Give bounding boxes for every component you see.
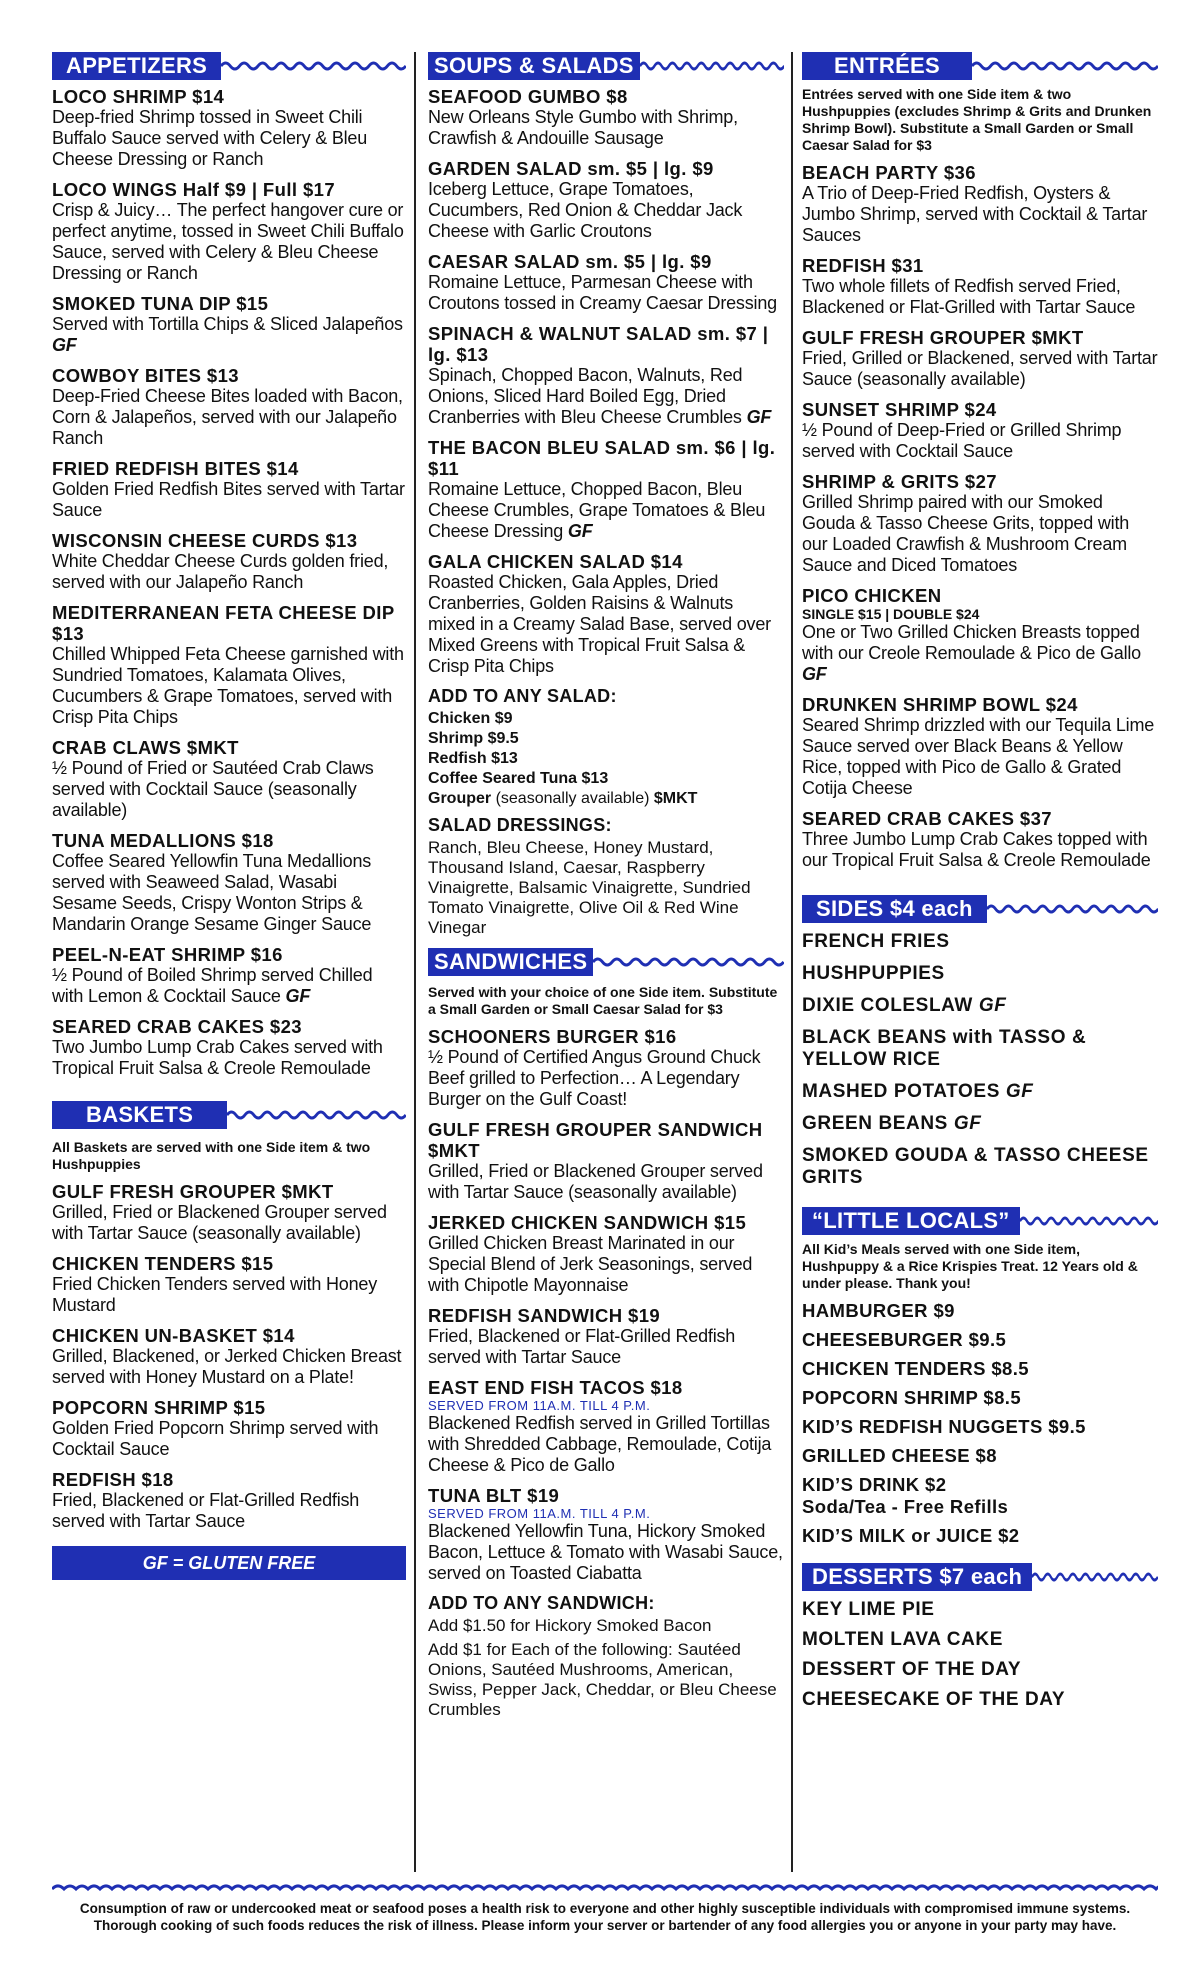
- entrees-note: Entrées served with one Side item & two Hushpuppies (excludes Shrimp & Grits and Drunken Shrimp Bowl). Substitute a Small Garden or Small Caesar Salad for $3: [802, 86, 1152, 153]
- item-description: [52, 965, 406, 1007]
- gluten-free-tag: GF: [52, 335, 77, 355]
- basket-item: [52, 1325, 406, 1388]
- item-description-text: Grilled, Fried or Blackened Grouper served with Tartar Sauce (seasonally available): [52, 1202, 387, 1243]
- item-name: COWBOY BITES $13: [52, 365, 239, 386]
- wave-decoration: [1020, 1207, 1158, 1235]
- kids-item: [802, 1358, 1158, 1380]
- item-description: [428, 1161, 784, 1203]
- item-description: [52, 386, 406, 449]
- item-description: [52, 644, 406, 728]
- entree-item: [802, 694, 1158, 799]
- side-name: GREEN BEANS: [802, 1113, 948, 1134]
- entree-item: [802, 162, 1158, 246]
- item-description-text: ½ Pound of Boiled Shrimp served Chilled with Lemon & Cocktail Sauce: [52, 965, 373, 1006]
- appetizer-item: [52, 86, 406, 170]
- kids-item-name: KID’S DRINK $2: [802, 1474, 947, 1495]
- item-description: [428, 479, 784, 542]
- appetizers-header: [52, 52, 406, 80]
- appetizer-item: [52, 365, 406, 449]
- item-description: [428, 272, 784, 314]
- item-name: CAESAR SALAD sm. $5 | lg. $9: [428, 251, 712, 272]
- sandwiches-title: SANDWICHES: [428, 948, 593, 976]
- footer-wave-decoration: [52, 1882, 1158, 1896]
- baskets-title: BASKETS: [52, 1101, 227, 1129]
- item-description-text: Seared Shrimp drizzled with our Tequila Lime Sauce served over Black Beans & Yellow Rice, topped with Pico de Gallo & Grated Cotija Cheese: [802, 715, 1155, 798]
- add-toppings-line: Add $1 for Each of the following: Sautéed Onions, Sautéed Mushrooms, American, Swiss, Pepper Jack, Cheddar, or Bleu Cheese Crumbles: [428, 1640, 777, 1719]
- addon-label: Chicken $9: [428, 710, 513, 727]
- dessert-item: KEY LIME PIE: [802, 1599, 935, 1620]
- item-description: [52, 1037, 406, 1079]
- item-name: LOCO SHRIMP $14: [52, 86, 225, 107]
- item-name: SUNSET SHRIMP $24: [802, 399, 997, 420]
- wave-decoration: [640, 52, 784, 80]
- item-description: [428, 365, 784, 428]
- basket-item: [52, 1397, 406, 1460]
- item-hours: SERVED FROM 11A.M. TILL 4 P.M.: [428, 1506, 651, 1521]
- gluten-free-tag: GF: [1005, 1081, 1034, 1102]
- kids-item-name: CHICKEN TENDERS $8.5: [802, 1358, 1029, 1379]
- item-name: EAST END FISH TACOS $18: [428, 1377, 683, 1398]
- item-description: [428, 1233, 784, 1296]
- salad-item: [428, 323, 784, 428]
- salad-dressings-title: SALAD DRESSINGS:: [428, 815, 612, 835]
- gluten-free-tag: GF: [802, 664, 827, 684]
- item-description: [52, 314, 406, 356]
- kids-item: [802, 1525, 1158, 1547]
- item-name: LOCO WINGS Half $9 | Full $17: [52, 179, 336, 200]
- gluten-free-tag: GF: [746, 407, 772, 427]
- sandwich-item: [428, 1026, 784, 1110]
- column-middle: [428, 52, 784, 1720]
- kids-item-name: CHEESEBURGER $9.5: [802, 1329, 1007, 1350]
- kids-item: [802, 1387, 1158, 1409]
- item-description: [52, 200, 406, 284]
- appetizer-item: [52, 1016, 406, 1079]
- item-description-text: Two Jumbo Lump Crab Cakes served with Tropical Fruit Salsa & Creole Remoulade: [52, 1037, 383, 1078]
- wave-decoration: [593, 948, 784, 976]
- salad-item: [428, 437, 784, 542]
- salad-item: [428, 251, 784, 314]
- item-description: [52, 1202, 406, 1244]
- add-to-salad-title: ADD TO ANY SALAD:: [428, 686, 617, 706]
- item-description-text: Romaine Lettuce, Parmesan Cheese with Croutons tossed in Creamy Caesar Dressing: [428, 272, 777, 313]
- entrees-list: [802, 162, 1158, 871]
- column-left: [52, 52, 406, 1580]
- entree-item: [802, 255, 1158, 318]
- item-name: SMOKED TUNA DIP $15: [52, 293, 269, 314]
- item-description-text: One or Two Grilled Chicken Breasts topped with our Creole Remoulade & Pico de Gallo: [802, 622, 1141, 663]
- kids-header: [802, 1207, 1158, 1235]
- item-description-text: Grilled, Fried or Blackened Grouper served with Tartar Sauce (seasonally available): [428, 1161, 763, 1202]
- gluten-free-tag: GF: [567, 521, 593, 541]
- side-item: [802, 1081, 1158, 1103]
- sandwiches-header: [428, 948, 784, 976]
- item-description: [428, 572, 784, 677]
- dessert-item: MOLTEN LAVA CAKE: [802, 1629, 1003, 1650]
- baskets-list: [52, 1181, 406, 1532]
- item-name: SEARED CRAB CAKES $23: [52, 1016, 302, 1037]
- item-description-text: New Orleans Style Gumbo with Shrimp, Crawfish & Andouille Sausage: [428, 107, 738, 148]
- item-description: [428, 1047, 784, 1110]
- side-item: [802, 1027, 1158, 1071]
- item-name: PEEL-N-EAT SHRIMP $16: [52, 944, 283, 965]
- item-description: [428, 107, 784, 149]
- kids-item: [802, 1300, 1158, 1322]
- kids-item-name: KID’S REDFISH NUGGETS $9.5: [802, 1416, 1086, 1437]
- item-name: SCHOONERS BURGER $16: [428, 1026, 677, 1047]
- item-name: CRAB CLAWS $MKT: [52, 737, 239, 758]
- kids-item-name: KID’S MILK or JUICE $2: [802, 1525, 1020, 1546]
- item-name: REDFISH $18: [52, 1469, 174, 1490]
- item-description-text: Fried, Blackened or Flat-Grilled Redfish served with Tartar Sauce: [428, 1326, 736, 1367]
- sides-title: SIDES $4 each: [802, 895, 987, 923]
- appetizer-item: [52, 458, 406, 521]
- column-divider-right: [791, 52, 793, 1872]
- addon-label: Shrimp $9.5: [428, 730, 519, 747]
- item-description-text: Grilled, Blackened, or Jerked Chicken Breast served with Honey Mustard on a Plate!: [52, 1346, 402, 1387]
- gluten-free-tag: GF: [285, 986, 311, 1006]
- desserts-list: [802, 1599, 1158, 1711]
- salad-item: [428, 158, 784, 242]
- entree-item: [802, 471, 1158, 576]
- column-right: [802, 52, 1158, 1719]
- kids-item-name: GRILLED CHEESE $8: [802, 1445, 997, 1466]
- sandwich-item: [428, 1485, 784, 1584]
- salad-addon-item: [428, 709, 784, 729]
- side-item: [802, 963, 1158, 985]
- appetizer-item: [52, 737, 406, 821]
- item-description-text: Deep-Fried Cheese Bites loaded with Bacon, Corn & Jalapeños, served with our Jalapeño Ranch: [52, 386, 403, 448]
- item-description-text: White Cheddar Cheese Curds golden fried, served with our Jalapeño Ranch: [52, 551, 389, 592]
- item-description: [52, 1274, 406, 1316]
- side-name: BLACK BEANS with TASSO & YELLOW RICE: [802, 1027, 1087, 1070]
- add-to-sandwich-title: ADD TO ANY SANDWICH:: [428, 1593, 655, 1613]
- item-description: [802, 183, 1158, 246]
- item-description: [52, 551, 406, 593]
- add-bacon-line: Add $1.50 for Hickory Smoked Bacon: [428, 1616, 712, 1635]
- item-description-text: ½ Pound of Certified Angus Ground Chuck Beef grilled to Perfection… A Legendary Burger on the Gulf Coast!: [428, 1047, 761, 1109]
- item-description: [802, 492, 1158, 576]
- entree-item: [802, 808, 1158, 871]
- item-description-text: Chilled Whipped Feta Cheese garnished with Sundried Tomatoes, Kalamata Olives, Cucumbers & Grape Tomatoes, served with Crisp Pita Chips: [52, 644, 404, 727]
- item-name: REDFISH $31: [802, 255, 924, 276]
- item-description-text: Fried, Blackened or Flat-Grilled Redfish served with Tartar Sauce: [52, 1490, 360, 1531]
- item-description-text: Three Jumbo Lump Crab Cakes topped with our Tropical Fruit Salsa & Creole Remoulade: [802, 829, 1151, 870]
- item-description-text: Two whole fillets of Redfish served Fried, Blackened or Flat-Grilled with Tartar Sauce: [802, 276, 1136, 317]
- item-name: GULF FRESH GROUPER $MKT: [52, 1181, 334, 1202]
- side-name: DIXIE COLESLAW: [802, 995, 973, 1016]
- sides-list: [802, 931, 1158, 1189]
- item-name: WISCONSIN CHEESE CURDS $13: [52, 530, 358, 551]
- kids-item: [802, 1416, 1158, 1438]
- item-description: [428, 1413, 784, 1476]
- sides-header: [802, 895, 1158, 923]
- item-description-text: Golden Fried Redfish Bites served with Tartar Sauce: [52, 479, 405, 520]
- item-description-text: A Trio of Deep-Fried Redfish, Oysters & Jumbo Shrimp, served with Cocktail & Tartar Sauces: [802, 183, 1148, 245]
- item-description: [52, 851, 406, 935]
- desserts-title: DESSERTS $7 each: [802, 1563, 1032, 1591]
- addon-note: (seasonally available): [491, 790, 654, 807]
- item-name: TUNA MEDALLIONS $18: [52, 830, 274, 851]
- item-name: SEARED CRAB CAKES $37: [802, 808, 1052, 829]
- item-name: SPINACH & WALNUT SALAD sm. $7 | lg. $13: [428, 323, 769, 365]
- dessert-item: CHEESECAKE OF THE DAY: [802, 1689, 1066, 1710]
- item-name: TUNA BLT $19: [428, 1485, 560, 1506]
- appetizers-title: APPETIZERS: [52, 52, 221, 80]
- gluten-free-legend: GF = GLUTEN FREE: [52, 1546, 406, 1580]
- appetizer-item: [52, 944, 406, 1007]
- item-name: GULF FRESH GROUPER $MKT: [802, 327, 1084, 348]
- item-description-text: Deep-fried Shrimp tossed in Sweet Chili Buffalo Sauce served with Celery & Bleu Cheese Dressing or Ranch: [52, 107, 368, 169]
- side-item: [802, 931, 1158, 953]
- item-name: SEAFOOD GUMBO $8: [428, 86, 628, 107]
- salad-addon-item: [428, 769, 784, 789]
- wave-decoration: [987, 895, 1158, 923]
- item-name: MEDITERRANEAN FETA CHEESE DIP $13: [52, 602, 395, 644]
- item-name: JERKED CHICKEN SANDWICH $15: [428, 1212, 747, 1233]
- item-description-text: ½ Pound of Fried or Sautéed Crab Claws served with Cocktail Sauce (seasonally available): [52, 758, 374, 820]
- gluten-free-tag: GF: [978, 995, 1007, 1016]
- item-description: [52, 107, 406, 170]
- side-name: MASHED POTATOES: [802, 1081, 1000, 1102]
- item-description-text: Romaine Lettuce, Chopped Bacon, Bleu Cheese Crumbles, Grape Tomatoes & Bleu Cheese Dressing: [428, 479, 766, 541]
- item-description-text: Crisp & Juicy… The perfect hangover cure or perfect anytime, tossed in Sweet Chili Buffalo Sauce, served with Celery & Bleu Cheese Dressing or Ranch: [52, 200, 404, 283]
- side-item: [802, 1113, 1158, 1135]
- appetizer-item: [52, 602, 406, 728]
- appetizer-item: [52, 830, 406, 935]
- addon-label: Coffee Seared Tuna $13: [428, 770, 609, 787]
- wave-decoration: [1032, 1563, 1158, 1591]
- kids-item: [802, 1445, 1158, 1467]
- salad-addon-item: [428, 729, 784, 749]
- item-description: [428, 1326, 784, 1368]
- salad-dressings-list: Ranch, Bleu Cheese, Honey Mustard, Thousand Island, Caesar, Raspberry Vinaigrette, Balsamic Vinaigrette, Sundried Tomato Vinaigrette, Olive Oil & Red Wine Vinegar: [428, 838, 751, 937]
- item-description-text: Golden Fried Popcorn Shrimp served with Cocktail Sauce: [52, 1418, 379, 1459]
- sandwich-item: [428, 1377, 784, 1476]
- sandwich-item: [428, 1212, 784, 1296]
- basket-item: [52, 1181, 406, 1244]
- item-description-text: Coffee Seared Yellowfin Tuna Medallions served with Seaweed Salad, Wasabi Sesame Seeds, Crispy Wonton Strips & Mandarin Orange Sesame Ginger Sauce: [52, 851, 372, 934]
- kids-item-name: HAMBURGER $9: [802, 1300, 955, 1321]
- item-description-text: Grilled Shrimp paired with our Smoked Gouda & Tasso Cheese Grits, topped with our Loaded Crawfish & Mushroom Cream Sauce and Diced Tomatoes: [802, 492, 1130, 575]
- item-description-text: Spinach, Chopped Bacon, Walnuts, Red Onions, Sliced Hard Boiled Egg, Dried Cranberries with Bleu Cheese Crumbles: [428, 365, 743, 427]
- side-item: [802, 1145, 1158, 1189]
- kids-title: “LITTLE LOCALS”: [802, 1207, 1020, 1235]
- kids-item: [802, 1474, 1158, 1518]
- sandwiches-list: [428, 1026, 784, 1584]
- disclaimer-line-2: Thorough cooking of such foods reduces the risk of illness. Please inform your server or bartender of any food allergies you or anyone in your party may have.: [93, 1918, 1117, 1933]
- kids-item-name: POPCORN SHRIMP $8.5: [802, 1387, 1022, 1408]
- item-description: [52, 1490, 406, 1532]
- wave-decoration: [972, 52, 1158, 80]
- item-description: [52, 1346, 406, 1388]
- basket-item: [52, 1469, 406, 1532]
- item-name: SHRIMP & GRITS $27: [802, 471, 997, 492]
- salad-addon-item: [428, 749, 784, 769]
- column-divider-left: [414, 52, 416, 1872]
- item-description: [52, 758, 406, 821]
- side-name: SMOKED GOUDA & TASSO CHEESE GRITS: [802, 1145, 1149, 1188]
- side-name: HUSHPUPPIES: [802, 963, 945, 984]
- item-description-text: Served with Tortilla Chips & Sliced Jalapeños: [52, 314, 403, 334]
- appetizer-item: [52, 530, 406, 593]
- item-description: [802, 276, 1158, 318]
- salad-addons: [428, 709, 784, 809]
- baskets-note: All Baskets are served with one Side item & two Hushpuppies: [52, 1139, 371, 1172]
- kids-item-sub: Soda/Tea - Free Refills: [802, 1496, 1009, 1517]
- item-description: [802, 829, 1158, 871]
- item-name: BEACH PARTY $36: [802, 162, 976, 183]
- item-description: [802, 420, 1158, 462]
- entree-item: [802, 399, 1158, 462]
- item-description-text: Blackened Yellowfin Tuna, Hickory Smoked Bacon, Lettuce & Tomato with Wasabi Sauce, served on Toasted Ciabatta: [428, 1521, 783, 1583]
- entrees-title: ENTRÉES: [802, 52, 972, 80]
- wave-decoration: [227, 1101, 406, 1129]
- item-name: CHICKEN TENDERS $15: [52, 1253, 274, 1274]
- salad-addon-item: [428, 789, 784, 809]
- health-disclaimer: [52, 1900, 1158, 1934]
- appetizer-item: [52, 179, 406, 284]
- soups-list: [428, 86, 784, 677]
- appetizers-list: [52, 86, 406, 1079]
- item-description-text: ½ Pound of Deep-Fried or Grilled Shrimp served with Cocktail Sauce: [802, 420, 1122, 461]
- addon-label: Grouper: [428, 790, 492, 807]
- gluten-free-tag: GF: [953, 1113, 982, 1134]
- salad-item: [428, 86, 784, 149]
- item-name: THE BACON BLEU SALAD sm. $6 | lg. $11: [428, 437, 776, 479]
- side-name: FRENCH FRIES: [802, 931, 950, 952]
- wave-decoration: [221, 52, 406, 80]
- entree-item: [802, 327, 1158, 390]
- item-description: [802, 348, 1158, 390]
- entrees-header: [802, 52, 1158, 80]
- addon-price: $MKT: [653, 790, 698, 807]
- item-description-text: Fried, Grilled or Blackened, served with Tartar Sauce (seasonally available): [802, 348, 1158, 389]
- soups-header: [428, 52, 784, 80]
- item-description-text: Fried Chicken Tenders served with Honey Mustard: [52, 1274, 378, 1315]
- item-description: [802, 715, 1158, 799]
- item-description-text: Roasted Chicken, Gala Apples, Dried Cranberries, Golden Raisins & Walnuts mixed in a Creamy Salad Base, served over Mixed Greens with Tropical Fruit Salsa & Crisp Pita Chips: [428, 572, 771, 676]
- item-name: PICO CHICKEN: [802, 585, 942, 606]
- sandwich-item: [428, 1119, 784, 1203]
- sandwich-item: [428, 1305, 784, 1368]
- desserts-header: [802, 1563, 1158, 1591]
- addon-label: Redfish $13: [428, 750, 518, 767]
- item-name: GALA CHICKEN SALAD $14: [428, 551, 683, 572]
- item-description: [802, 622, 1158, 685]
- baskets-header: [52, 1101, 406, 1129]
- kids-list: [802, 1300, 1158, 1547]
- appetizer-item: [52, 293, 406, 356]
- kids-item: [802, 1329, 1158, 1351]
- soups-title: SOUPS & SALADS: [428, 52, 640, 80]
- item-name: GULF FRESH GROUPER SANDWICH $MKT: [428, 1119, 763, 1161]
- sandwiches-note: Served with your choice of one Side item. Substitute a Small Garden or Small Caesar Salad for $3: [428, 984, 778, 1017]
- item-description: [52, 479, 406, 521]
- item-hours: SERVED FROM 11A.M. TILL 4 P.M.: [428, 1398, 651, 1413]
- salad-item: [428, 551, 784, 677]
- entree-item: [802, 585, 1158, 685]
- item-description: [428, 179, 784, 242]
- item-name: GARDEN SALAD sm. $5 | lg. $9: [428, 158, 714, 179]
- item-description-text: Blackened Redfish served in Grilled Tortillas with Shredded Cabbage, Remoulade, Cotija Cheese & Pico de Gallo: [428, 1413, 772, 1475]
- item-name: DRUNKEN SHRIMP BOWL $24: [802, 694, 1078, 715]
- item-subprice: SINGLE $15 | DOUBLE $24: [802, 606, 980, 622]
- dessert-item: DESSERT OF THE DAY: [802, 1659, 1022, 1680]
- basket-item: [52, 1253, 406, 1316]
- disclaimer-line-1: Consumption of raw or undercooked meat or seafood poses a health risk to everyone and other highly susceptible individuals with compromised immune systems.: [79, 1901, 1131, 1916]
- item-name: REDFISH SANDWICH $19: [428, 1305, 661, 1326]
- item-description-text: Grilled Chicken Breast Marinated in our Special Blend of Jerk Seasonings, served with Chipotle Mayonnaise: [428, 1233, 753, 1295]
- item-name: FRIED REDFISH BITES $14: [52, 458, 299, 479]
- item-name: CHICKEN UN-BASKET $14: [52, 1325, 295, 1346]
- item-name: POPCORN SHRIMP $15: [52, 1397, 266, 1418]
- item-description: [428, 1521, 784, 1584]
- side-item: [802, 995, 1158, 1017]
- kids-note: All Kid’s Meals served with one Side item, Hushpuppy & a Rice Krispies Treat. 12 Years old & under please. Thank you!: [802, 1241, 1138, 1291]
- item-description: [52, 1418, 406, 1460]
- item-description-text: Iceberg Lettuce, Grape Tomatoes, Cucumbers, Red Onion & Cheddar Jack Cheese with Garlic Croutons: [428, 179, 743, 241]
